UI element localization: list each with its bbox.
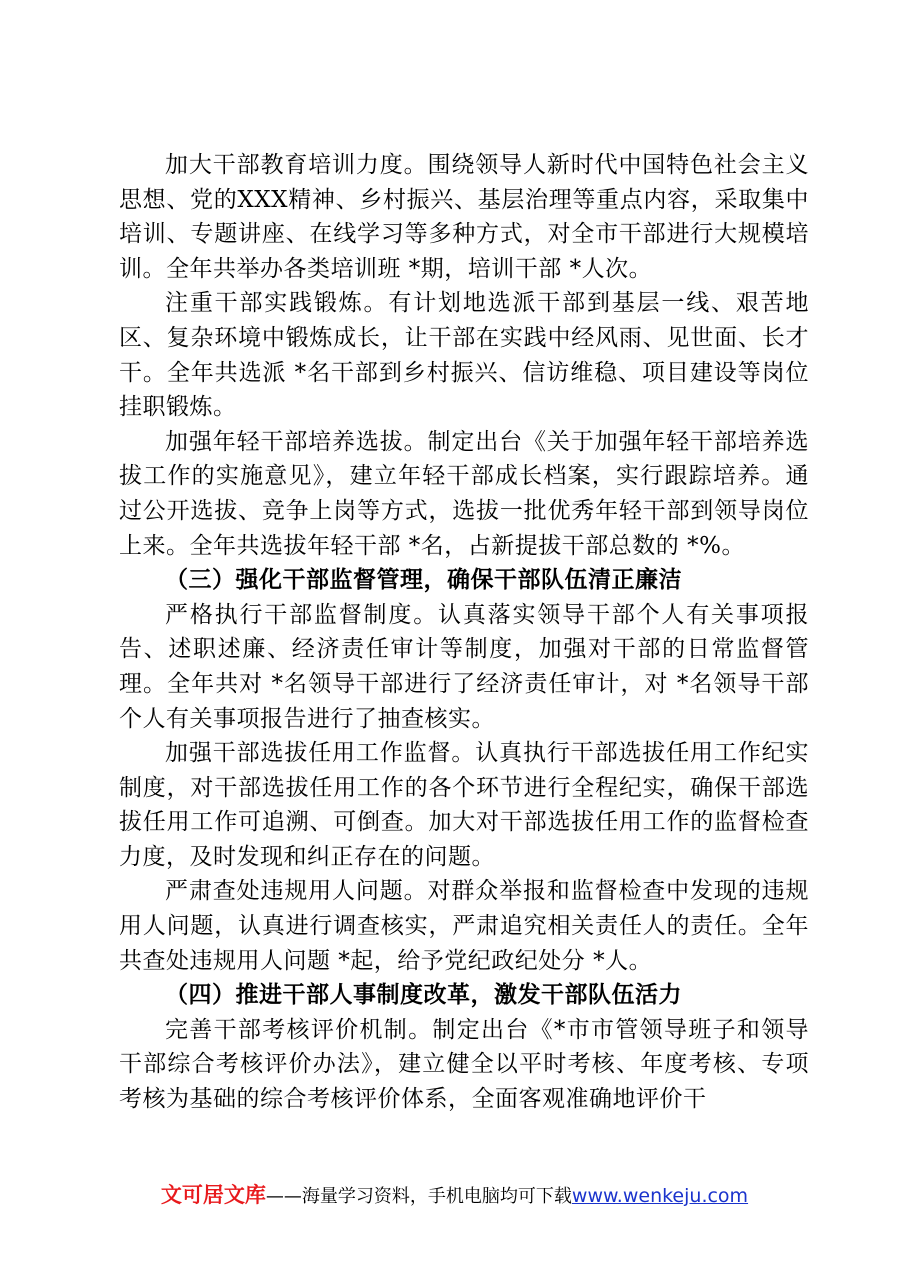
- footer-brand: 文可居文库: [160, 1183, 266, 1207]
- document-body: [119, 148, 809, 1117]
- page-footer: [0, 1182, 909, 1210]
- paragraph-selection-supervision: 加强干部选拔任用工作监督。认真执行干部选拔任用工作纪实制度，对干部选拔任用工作的各个环节进行全程纪实，确保干部选拔任用工作可追溯、可倒查。加大对干部选拔任用工作的监督检查力度，及时发现和纠正存在的问题。: [119, 740, 809, 870]
- section-heading-3: （三）强化干部监督管理，确保干部队伍清正廉洁: [165, 566, 682, 594]
- paragraph-practice-training: 注重干部实践锻炼。有计划地选派干部到基层一线、艰苦地区、复杂环境中锻炼成长，让干部在实践中经风雨、见世面、长才干。全年共选派 *名干部到乡村振兴、信访维稳、项目建设等岗位挂职锻炼。: [119, 290, 809, 421]
- footer-slogan: ——海量学习资料，手机电脑均可下载: [265, 1186, 572, 1207]
- section-heading-4: （四）推进干部人事制度改革，激发干部队伍活力: [165, 981, 682, 1009]
- paragraph-violation-handling: 严肃查处违规用人问题。对群众举报和监督检查中发现的违规用人问题，认真进行调查核实，严肃追究相关责任人的责任。全年共查处违规用人问题 *起，给予党纪政纪处分 *人。: [119, 878, 809, 974]
- paragraph-evaluation-mechanism: 完善干部考核评价机制。制定出台《*市市管领导班子和领导干部综合考核评价办法》，建立健全以平时考核、年度考核、专项考核为基础的综合考核评价体系，全面客观准确地评价干: [119, 1016, 809, 1113]
- paragraph-young-cadre-selection: 加强年轻干部培养选拔。制定出台《关于加强年轻干部培养选拔工作的实施意见》，建立年轻干部成长档案，实行跟踪培养。通过公开选拔、竞争上岗等方式，选拔一批优秀年轻干部到领导岗位上来。全年共选拔年轻干部 *名，占新提拔干部总数的 *%。: [119, 428, 809, 559]
- paragraph-supervision-system: 严格执行干部监督制度。认真落实领导干部个人有关事项报告、述职述廉、经济责任审计等制度，加强对干部的日常监督管理。全年共对 *名领导干部进行了经济责任审计，对 *名领导干部个人有关事项报告进行了抽查核实。: [119, 601, 809, 732]
- footer-url-link[interactable]: www.wenkeju.com: [571, 1185, 749, 1207]
- paragraph-cadre-training: 加大干部教育培训力度。围绕领导人新时代中国特色社会主义思想、党的XXX精神、乡村振兴、基层治理等重点内容，采取集中培训、专题讲座、在线学习等多种方式，对全市干部进行大规模培训。全年共举办各类培训班 *期，培训干部 *人次。: [119, 152, 809, 282]
